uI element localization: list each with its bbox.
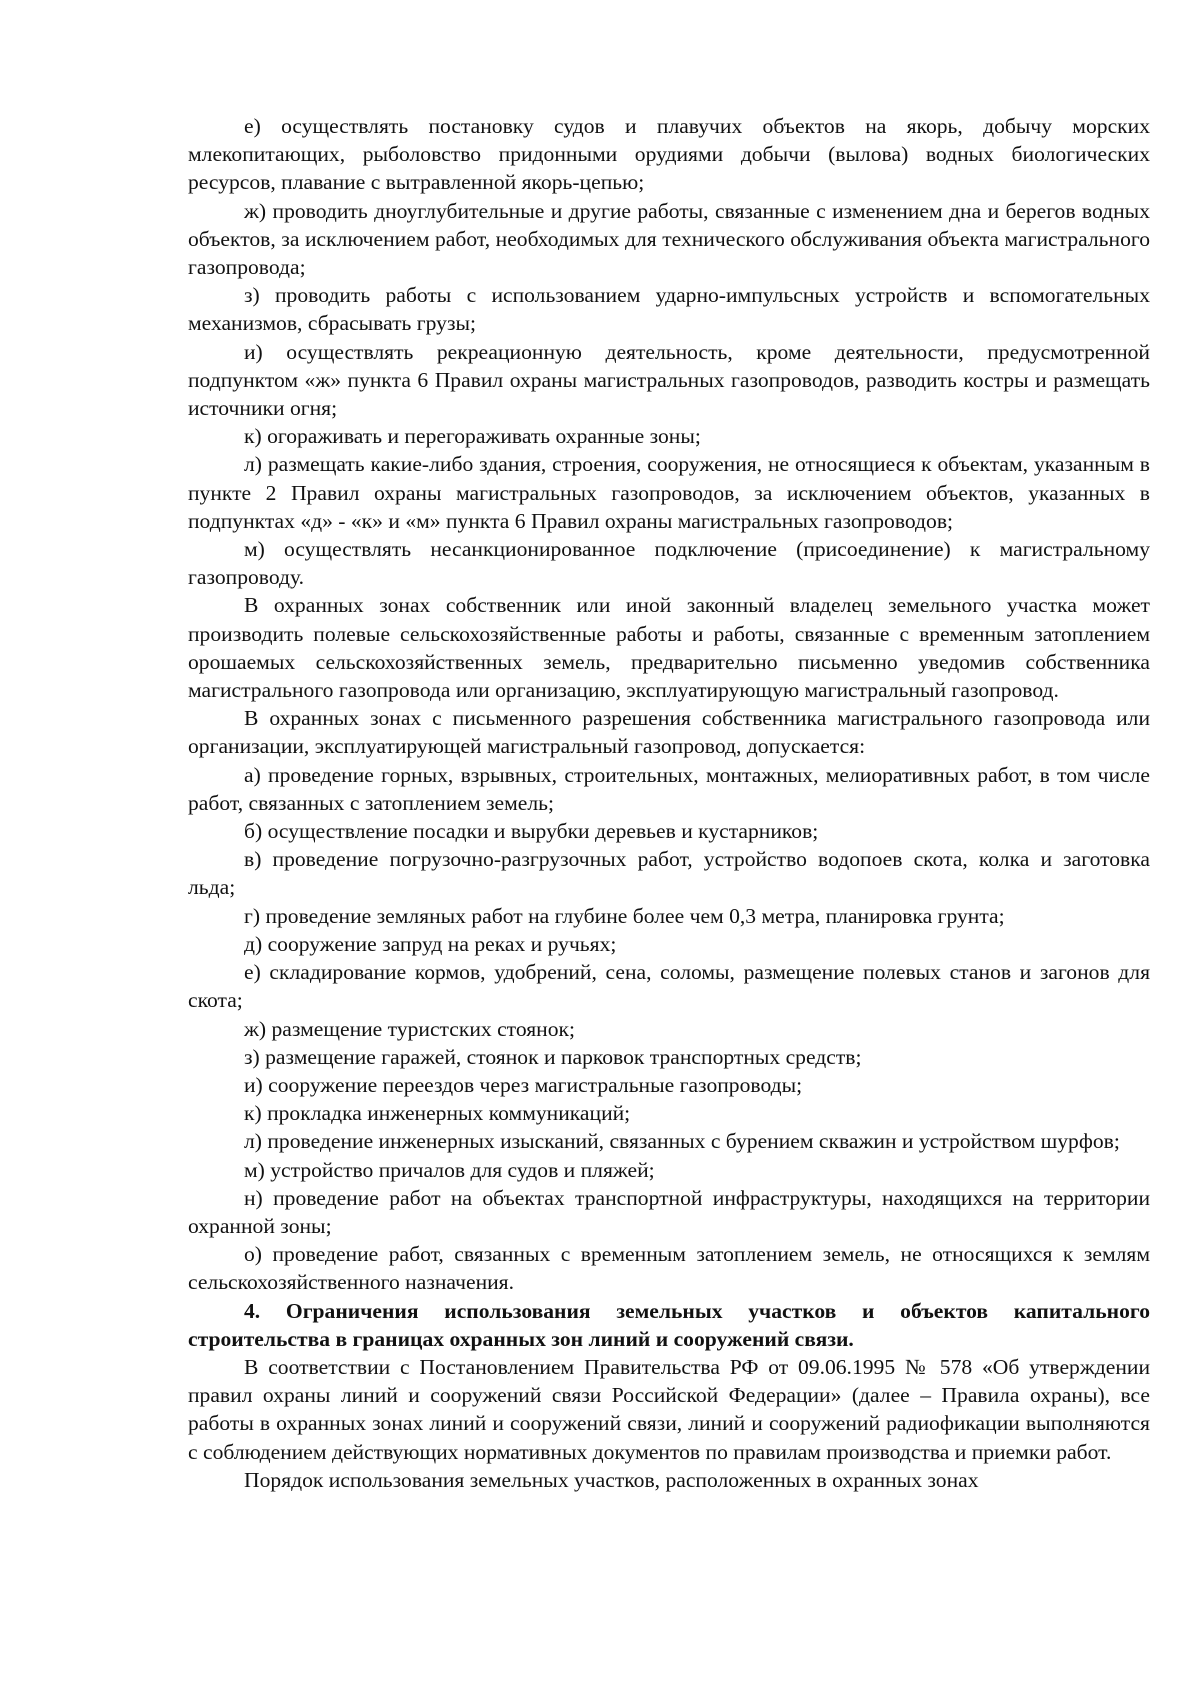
paragraph-permitted-e: е) складирование кормов, удобрений, сена, соломы, размещение полевых станов и загонов для скота; (188, 960, 1150, 1013)
paragraph-item-z-impulse-devices: з) проводить работы с использованием ударно-импульсных устройств и вспомогательных механизмов, сбрасывать грузы; (188, 283, 1150, 336)
paragraph-permitted-o: о) проведение работ, связанных с временным затоплением земель, не относящихся к землям сельскохозяйственного назначения. (188, 1242, 1150, 1295)
section-heading: 4. Ограничения использования земельных участков и объектов капитального строительства в границах охранных зон линий и сооружений связи. (188, 1298, 1150, 1351)
paragraph-permitted-m: м) устройство причалов для судов и пляжей; (244, 1157, 655, 1182)
paragraph-communication-rules: В соответствии с Постановлением Правительства РФ от 09.06.1995 № 578 «Об утверждении правил охраны линий и сооружений связи Российской Федерации» (далее – Правила охраны), все работы в охранных зонах линий и сооружений связи, линий и сооружений радиофикации выполняются с соблюдением действующих нормативных документов по правилам производства и приемки работ. (188, 1354, 1150, 1464)
paragraph-item-i-recreation: и) осуществлять рекреационную деятельность, кроме деятельности, предусмотренной подпунктом «ж» пункта 6 Правил охраны магистральных газопроводов, разводить костры и размещать источники огня; (188, 339, 1150, 421)
paragraph-permitted-i: и) сооружение переездов через магистральные газопроводы; (244, 1072, 803, 1097)
paragraph-permitted-k: к) прокладка инженерных коммуникаций; (244, 1101, 631, 1126)
paragraph-item-zh-dredging: ж) проводить дноуглубительные и другие работы, связанные с изменением дна и берегов водных объектов, за исключением работ, необходимых для технического обслуживания объекта магистрального газопровода; (188, 198, 1150, 280)
paragraph-item-l-buildings: л) размещать какие-либо здания, строения, сооружения, не относящиеся к объектам, указанным в пункте 2 Правил охраны магистральных газопроводов, за исключением объектов, указанных в подпунктах «д» - «к» и «м» пункта 6 Правил охраны магистральных газопроводов; (188, 452, 1150, 533)
paragraph-owner-works: В охранных зонах собственник или иной законный владелец земельного участка может производить полевые сельскохозяйственные работы и работы, связанные с временным затоплением орошаемых сельскохозяйственных земель, предварительно письменно уведомив собственника магистрального газопровода или организацию, эксплуатирующую магистральный газопровод. (188, 593, 1150, 703)
paragraph-permitted-b: б) осуществление посадки и вырубки деревьев и кустарников; (244, 819, 819, 844)
paragraph-permitted-z: з) размещение гаражей, стоянок и парковок транспортных средств; (244, 1044, 862, 1069)
paragraph-permitted-n: н) проведение работ на объектах транспортной инфраструктуры, находящихся на территории охранной зоны; (188, 1185, 1150, 1238)
paragraph-permitted-l: л) проведение инженерных изысканий, связанных с бурением скважин и устройством шурфов; (244, 1129, 1120, 1154)
paragraph-item-e-vessels-anchoring: е) осуществлять постановку судов и плавучих объектов на якорь, добычу морских млекопитающих, рыболовство придонными орудиями добычи (вылова) водных биологических ресурсов, плавание с вытравленной якорь-цепью; (188, 114, 1150, 195)
paragraph-permitted-a: а) проведение горных, взрывных, строительных, монтажных, мелиоративных работ, в том числе работ, связанных с затоплением земель; (188, 762, 1150, 815)
paragraph-permitted-d: д) сооружение запруд на реках и ручьях; (244, 931, 617, 956)
paragraph-item-m-connection: м) осуществлять несанкционированное подключение (присоединение) к магистральному газопроводу. (188, 537, 1150, 590)
paragraph-permitted-g: г) проведение земляных работ на глубине более чем 0,3 метра, планировка грунта; (244, 903, 1005, 928)
paragraph-permitted-zh: ж) размещение туристских стоянок; (244, 1016, 575, 1041)
paragraph-permitted-intro: В охранных зонах с письменного разрешения собственника магистрального газопровода или организации, эксплуатирующей магистральный газопровод, допускается: (188, 706, 1150, 759)
paragraph-permitted-v: в) проведение погрузочно-разгрузочных работ, устройство водопоев скота, колка и заготовка льда; (188, 847, 1150, 900)
paragraph-item-k-fencing: к) огораживать и перегораживать охранные зоны; (244, 424, 701, 449)
document-body (188, 112, 1150, 1494)
paragraph-land-use-order: Порядок использования земельных участков, расположенных в охранных зонах (244, 1467, 979, 1492)
